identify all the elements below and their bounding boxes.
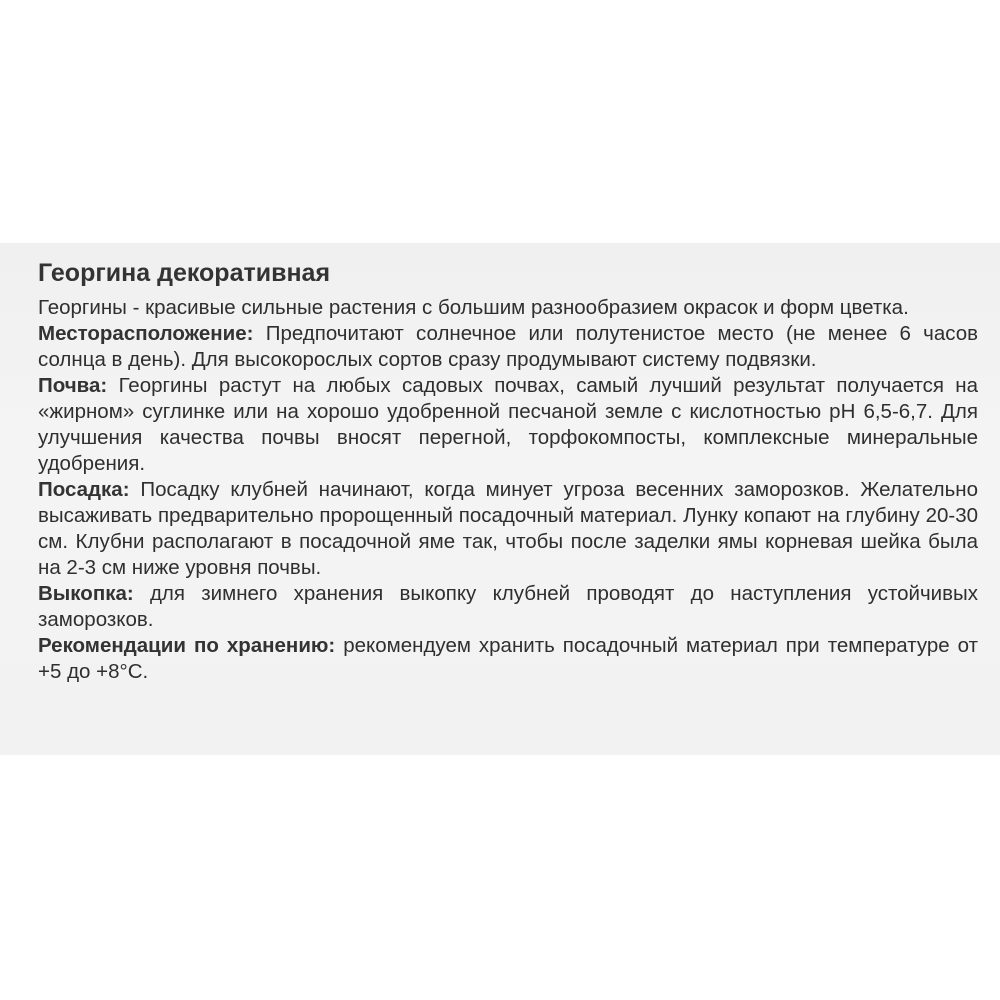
section-digging (38, 581, 978, 633)
section-storage (38, 633, 978, 685)
section-term: Выкопка: (38, 582, 134, 605)
section-term: Месторасположение: (38, 322, 254, 345)
section-text: Георгины растут на любых садовых почвах, самый лучший результат получается на «жирном» суглинке или на хорошо удобренной песчаной земле с кислотностью pH 6,5-6,7. Для улучшения качества почвы вносят перегной, торфокомпосты, комплексные минеральные удобрения. (38, 374, 978, 475)
section-planting (38, 477, 978, 581)
section-term: Рекомендации по хранению: (38, 634, 336, 657)
section-text: Предпочитают солнечное или полутенистое место (не менее 6 часов солнца в день). Для высокорослых сортов сразу продумывают систему подвязки. (38, 322, 978, 371)
section-text: рекомендуем хранить посадочный материал при температуре от +5 до +8°С. (38, 634, 978, 683)
section-text: для зимнего хранения выкопку клубней проводят до наступления устойчивых заморозков. (38, 582, 978, 631)
section-soil (38, 373, 978, 477)
label-title: Георгина декоративная (38, 259, 331, 287)
section-term: Почва: (38, 374, 108, 397)
section-text: Посадку клубней начинают, когда минует угроза весенних заморозков. Желательно высаживать предварительно пророщенный посадочный материал. Лунку копают на глубину 20-30 см. Клубни располагают в посадочной яме так, чтобы после заделки ямы корневая шейка была на 2-3 см ниже уровня почвы. (38, 478, 978, 579)
section-location (38, 321, 978, 373)
intro-paragraph: Георгины - красивые сильные растения с большим разнообразием окрасок и форм цветка. (38, 296, 909, 319)
product-label (38, 257, 978, 685)
section-term: Посадка: (38, 478, 130, 501)
